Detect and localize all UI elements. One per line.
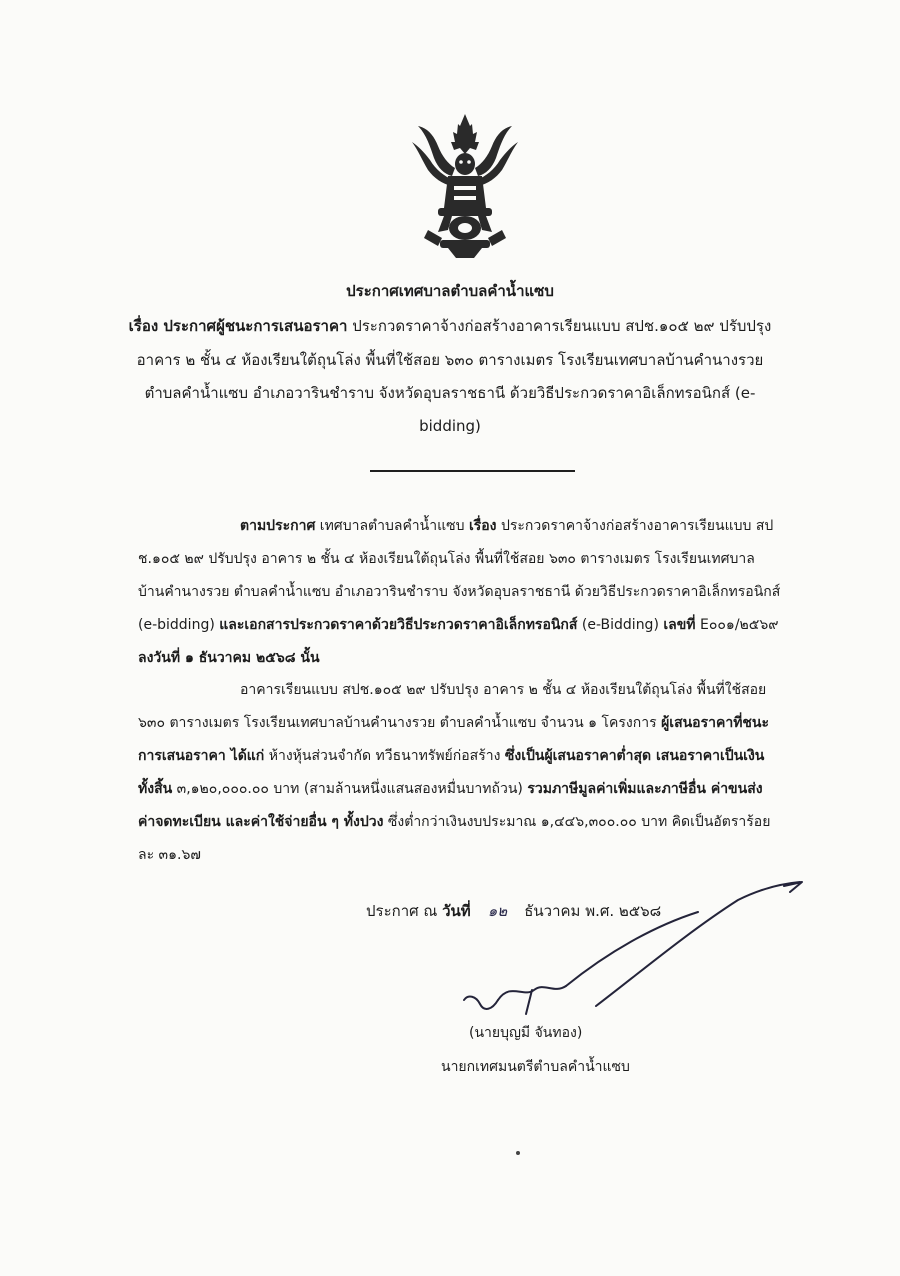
subject-line-2: อาคาร ๒ ชั้น ๔ ห้องเรียนใต้ถุนโล่ง พื้นที่ใช้สอย ๖๓๐ ตารางเมตร โรงเรียนเทศบาลบ้านคำนางรวย <box>136 351 764 369</box>
p2-l4-bold-a: ทั้งสิ้น <box>138 781 173 797</box>
handwritten-signature <box>458 878 808 1028</box>
date-prefix: ประกาศ ณ <box>366 902 443 920</box>
paragraph-2-line-5 <box>138 808 798 836</box>
p1-l4-c: E๐๐๑/๒๕๖๙ <box>695 617 779 633</box>
p1-bold-b: เรื่อง <box>468 518 497 534</box>
paragraph-1-line-4 <box>138 611 798 639</box>
paragraph-1-line-2: ช.๑๐๕ ๒๙ ปรับปรุง อาคาร ๒ ชั้น ๔ ห้องเรียนใต้ถุนโล่ง พื้นที่ใช้สอย ๖๓๐ ตารางเมตร โรงเรียนเทศบาล <box>138 551 755 567</box>
p1-mid: เทศบาลตำบลคำน้ำแซบ <box>315 518 469 534</box>
p2-l3-bold-b: ซึ่งเป็นผู้เสนอราคาต่ำสุด เสนอราคาเป็นเงิน <box>504 748 765 764</box>
p1-l4-bold: และเอกสารประกวดราคาด้วยวิธีประกวดราคาอิเล็กทรอนิกส์ <box>219 617 578 633</box>
garuda-emblem <box>408 112 522 260</box>
p2-l5-rest: ซึ่งต่ำกว่าเงินงบประมาณ ๑,๔๔๖,๓๐๐.๐๐ บาท คิดเป็นอัตราร้อย <box>383 814 771 830</box>
subject-label: เรื่อง ประกาศผู้ชนะการเสนอราคา <box>128 317 348 335</box>
paragraph-2-line-1: อาคารเรียนแบบ สปช.๑๐๕ ๒๙ ปรับปรุง อาคาร ๒ ชั้น ๔ ห้องเรียนใต้ถุนโล่ง พื้นที่ใช้สอย <box>240 682 767 698</box>
signer-name: (นายบุญมี จันทอง) <box>469 1025 583 1041</box>
p1-l4-a: (e-bidding) <box>138 617 220 633</box>
p2-l4-mid: ๓,๑๒๐,๐๐๐.๐๐ บาท (สามล้านหนึ่งแสนสองหมื่นบาทถ้วน) <box>172 781 528 797</box>
subject-line-1 <box>0 311 900 341</box>
paragraph-1-line-5: ลงวันที่ ๑ ธันวาคม ๒๕๖๘ นั้น <box>138 650 320 666</box>
subject-line-3: ตำบลคำน้ำแซบ อำเภอวารินชำราบ จังหวัดอุบลราชธานี ด้วยวิธีประกวดราคาอิเล็กทรอนิกส์ (e- <box>144 384 756 402</box>
p1-bold-a: ตามประกาศ <box>240 518 316 534</box>
title-divider <box>370 470 575 472</box>
paragraph-1-line-3: บ้านคำนางรวย ตำบลคำน้ำแซบ อำเภอวารินชำราบ จังหวัดอุบลราชธานี ด้วยวิธีประกวดราคาอิเล็กทรอนิกส์ <box>138 584 781 600</box>
announcement-title: ประกาศเทศบาลตำบลคำน้ำแซบ <box>346 282 554 300</box>
p2-l5-bold: ค่าจดทะเบียน และค่าใช้จ่ายอื่น ๆ ทั้งปวง <box>138 814 384 830</box>
p2-l2-bold: ผู้เสนอราคาที่ชนะ <box>661 715 770 731</box>
subject-line-4: bidding) <box>419 417 481 435</box>
signer-position: นายกเทศมนตรีตำบลคำน้ำแซบ <box>441 1059 630 1075</box>
p1-l4-bold2: เลขที่ <box>663 617 696 633</box>
p2-l3-mid: ห้างหุ้นส่วนจำกัด ทวีธนาทรัพย์ก่อสร้าง <box>264 748 505 764</box>
p1-rest: ประกวดราคาจ้างก่อสร้างอาคารเรียนแบบ สป <box>496 518 774 534</box>
subject-text-1: ประกวดราคาจ้างก่อสร้างอาคารเรียนแบบ สปช.๑๐๕ ๒๙ ปรับปรุง <box>352 317 772 335</box>
handwritten-day: ๑๒ <box>487 902 508 920</box>
p2-l4-bold-b: รวมภาษีมูลค่าเพิ่มและภาษีอื่น ค่าขนส่ง <box>527 781 763 797</box>
paragraph-1-line-1 <box>240 512 800 540</box>
paragraph-2-line-6: ละ ๓๑.๖๗ <box>138 847 201 863</box>
p2-l2-a: ๖๓๐ ตารางเมตร โรงเรียนเทศบาลบ้านคำนางรวย ตำบลคำน้ำแซบ จำนวน ๑ โครงการ <box>138 715 662 731</box>
paragraph-2-line-4 <box>138 775 798 803</box>
p1-l4-b: (e-Bidding) <box>577 617 664 633</box>
date-month-year: ธันวาคม พ.ศ. ๒๕๖๘ <box>524 902 662 920</box>
date-day-word: วันที่ <box>442 902 471 920</box>
p2-l3-bold-a: การเสนอราคา ได้แก่ <box>138 748 265 764</box>
paragraph-2-line-3 <box>138 742 798 770</box>
scan-speck <box>516 1151 520 1155</box>
paragraph-2-line-2 <box>138 709 798 737</box>
